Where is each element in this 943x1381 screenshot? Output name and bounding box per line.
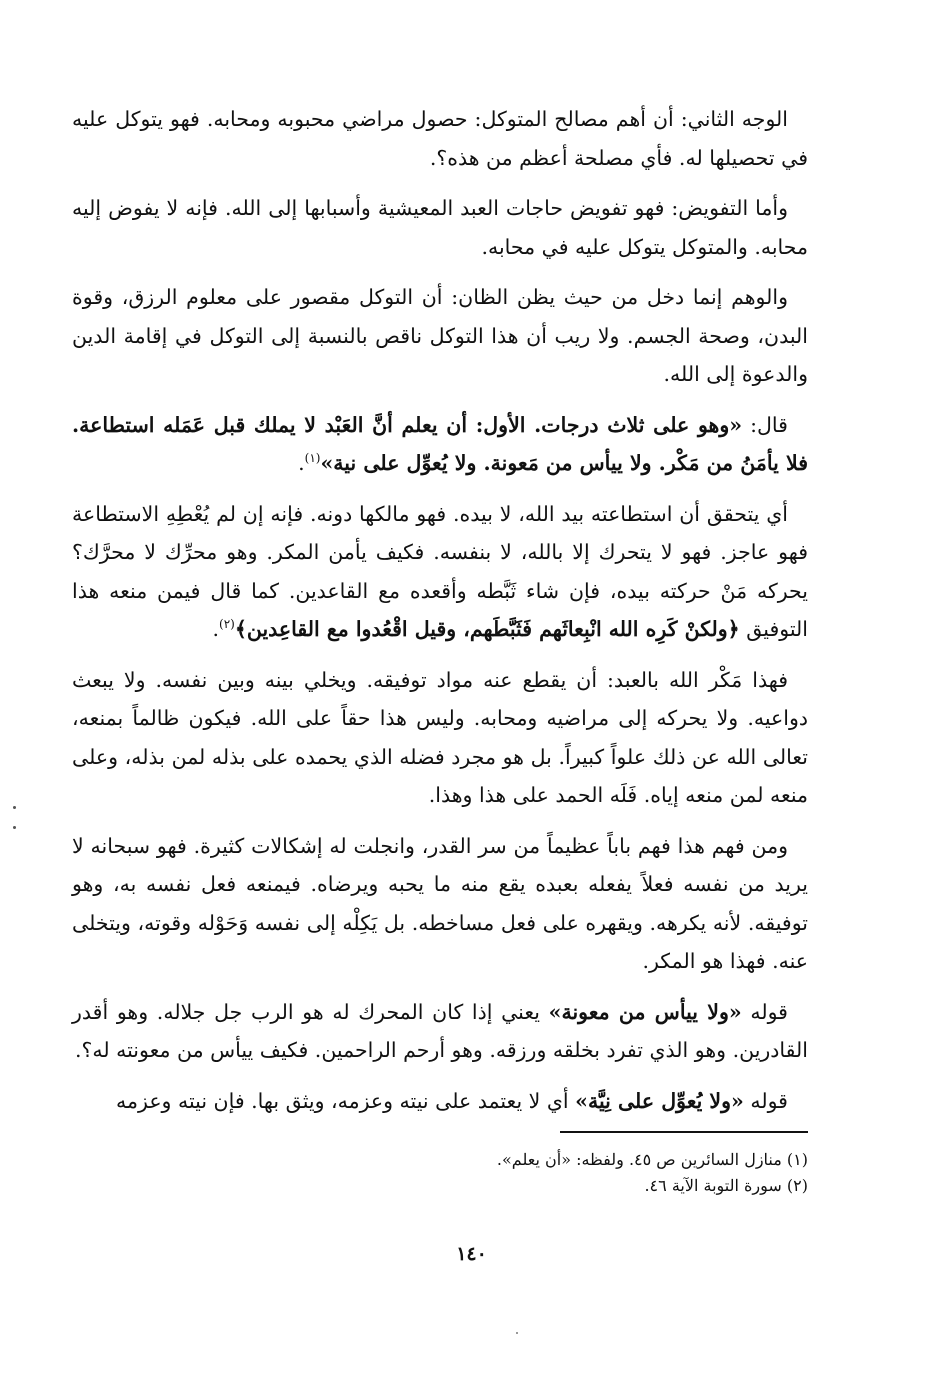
page-number: ١٤٠ xyxy=(456,1243,487,1265)
paragraph-7-quote: «ولا ييأس من معونة» xyxy=(548,999,742,1024)
quote-lead: قال: xyxy=(742,412,788,437)
paragraph-5: فهذا مَكْر الله بالعبد: أن يقطع عنه مواد توفيقه. ويخلي بينه وبين نفسه. ولا يبعث دواعيه. ولا يحركه إلى مراضيه ومحابه. وليس هذا حقاً على الله. فيكون ظالماً بمنعه، تعالى الله عن ذلك علواً كبيراً. بل هو مجرد فضله الذي يحمده على بذله لمن بذله، وعلى منعه لمن منعه إياه. فَلَه الحمد على هذا وهذا. xyxy=(72,667,808,807)
quran-verse: ﴿ولكنْ كَرِه الله انْبِعاثَهم فَثَبَّطَهم، وقيل اقْعُدوا مع القاعِدين﴾ xyxy=(234,617,740,641)
footnote-ref-2[interactable]: (٢) xyxy=(219,617,235,632)
scan-speck xyxy=(516,1332,518,1334)
paragraph-8-text: أي لا يعتمد على نيته وعزمه، ويثق بها. فإن نيته وعزمه xyxy=(116,1088,576,1113)
footnote-ref-1[interactable]: (١) xyxy=(304,451,321,466)
paragraph-4 xyxy=(72,495,808,649)
footnotes xyxy=(72,1147,808,1199)
paragraph-3: والوهم إنما دخل من حيث يظن الظان: أن التوكل مقصور على معلوم الرزق، وقوة البدن، وصحة الجسم. ولا ريب أن هذا التوكل ناقص بالنسبة إلى التوكل في إقامة الدين والدعوة إلى الله. xyxy=(72,285,808,386)
quote-tail: . xyxy=(298,451,305,475)
footnote-2: (٢) سورة التوبة الآية ٤٦. xyxy=(644,1176,808,1195)
margin-mark xyxy=(13,806,16,809)
paragraph-8 xyxy=(72,1082,808,1121)
paragraph-4-tail: . xyxy=(212,617,219,641)
paragraph-2: وأما التفويض: فهو تفويض حاجات العبد المعيشية وأسبابها إلى الله. فإنه لا يفوض إليه محابه. والمتوكل يتوكل عليه في محابه. xyxy=(72,196,808,259)
quote-paragraph xyxy=(72,406,808,483)
paragraph-4-text: أي يتحقق أن استطاعته بيد الله، لا بيده. فهو مالكها دونه. فإنه إن لم يُعْطِهِ الاستطاعة فهو عاجز. فهو لا يتحرك إلا بالله، لا بنفسه. فكيف يأمن المكر. وهو محرِّك لا محرَّك؟ يحركه مَنْ حركته بيده، فإن شاء ثَبَّطه وأقعده مع القاعدين. كما قال فيمن منعه هذا التوفيق xyxy=(72,501,808,641)
quoted-text: «وهو على ثلاث درجات. الأول: أن يعلم أنَّ العَبْد لا يملك قبل عَمَله استطاعة. فلا يأمَنُ من مَكْر. ولا ييأس من مَعونة. ولا يُعوِّل على نية» xyxy=(72,412,808,475)
paragraph-7 xyxy=(72,993,808,1070)
paragraph-8-lead: قوله xyxy=(743,1088,788,1113)
paragraph-7-lead: قوله xyxy=(741,999,788,1024)
paragraph-6: ومن فهم هذا فهم باباً عظيماً من سر القدر، وانجلت له إشكالات كثيرة. فهو سبحانه لا يريد من نفسه فعلاً يفعله بعبده يقع منه ما يحبه ويرضاه. فيمنعه فعل نفسه به، وهو توفيقه. لأنه يكرهه. ويقهره على فعل مساخطه. بل يَكِلْه إلى نفسه وَحَوْله وقوته، ويتخلى عنه. فهذا هو المكر. xyxy=(72,833,808,973)
paragraph-1: الوجه الثاني: أن أهم مصالح المتوكل: حصول مراضي محبوبه ومحابه. فهو يتوكل عليه في تحصيلها له. فأي مصلحة أعظم من هذه؟. xyxy=(72,107,808,170)
paragraph-8-quote: «ولا يُعوِّل على نِيَّة» xyxy=(575,1088,744,1113)
footnote-separator xyxy=(560,1131,808,1133)
paragraph-7-text: يعني إذا كان المحرك له هو الرب جل جلاله. وهو أقدر القادرين. وهو الذي تفرد بخلقه ورزقه. وهو أرحم الراحمين. فكيف ييأس من معونته له؟. xyxy=(72,999,808,1062)
margin-mark xyxy=(13,826,16,829)
footnote-1: (١) منازل السائرين ص ٤٥. ولفظه: «أن يعلم». xyxy=(496,1150,808,1169)
page-body xyxy=(72,100,808,1132)
